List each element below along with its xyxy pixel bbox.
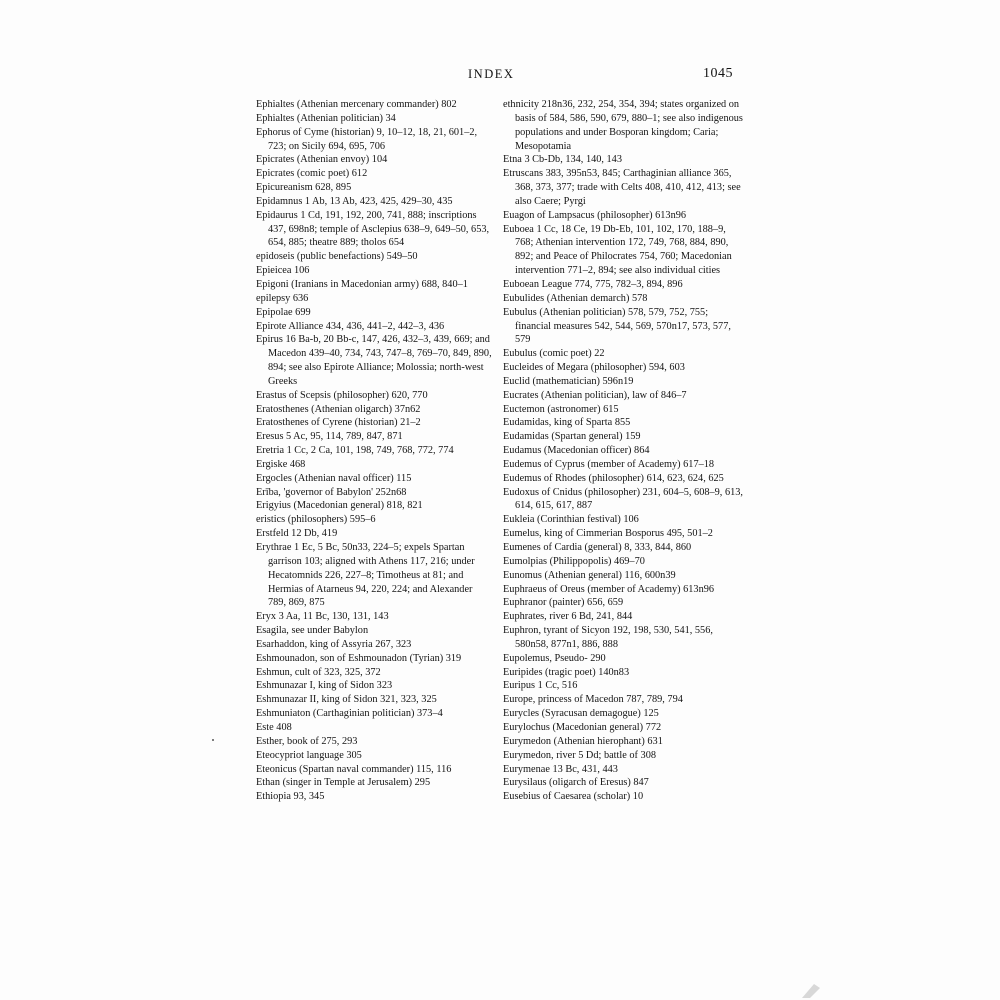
index-entry: Eshmunazar I, king of Sidon 323 (256, 680, 393, 692)
index-entry: Ephialtes (Athenian politician) 34 (256, 112, 396, 124)
index-column-left (256, 98, 492, 804)
index-entry: Euphrates, river 6 Bd, 241, 844 (503, 611, 633, 623)
index-entry: Eudemus of Rhodes (philosopher) 614, 623, 624, 625 (503, 472, 724, 484)
index-entry: Eucrates (Athenian politician), law of 846–7 (503, 389, 687, 401)
index-column-right (503, 98, 743, 804)
index-entry: epilepsy 636 (256, 292, 309, 304)
index-entry: Ephialtes (Athenian mercenary commander) 802 (256, 99, 457, 110)
index-entry: Eudamidas, king of Sparta 855 (503, 417, 631, 429)
index-entry: Eudemus of Cyprus (member of Academy) 617–18 (503, 458, 715, 470)
index-entry: Eusebius of Caesarea (scholar) 10 (503, 791, 644, 803)
index-entry: Eshmun, cult of 323, 325, 372 (256, 666, 381, 678)
index-entry: Ergiske 468 (256, 458, 306, 470)
index-entry: Euripus 1 Cc, 516 (503, 680, 578, 692)
index-entry: Euboean League 774, 775, 782–3, 894, 896 (503, 278, 683, 290)
index-entry: Eukleia (Corinthian festival) 106 (503, 514, 639, 526)
margin-dot (212, 739, 214, 741)
index-entry: Eunomus (Athenian general) 116, 600n39 (503, 569, 676, 581)
running-header: INDEX (468, 67, 515, 81)
index-entry: Epipolae 699 (256, 306, 311, 318)
index-entry: Euripides (tragic poet) 140n83 (503, 666, 630, 678)
index-entry: Epirote Alliance 434, 436, 441–2, 442–3, 436 (256, 320, 445, 332)
page-curl-mark (800, 978, 830, 998)
index-entry: Epieicea 106 (256, 265, 310, 277)
index-entry: Erythrae 1 Ec, 5 Bc, 50n33, 224–5; expels Spartan garrison 103; aligned with Athens 117, 216; under Hecatomnids 226, 227–8; Timotheus at 81; and Hermias of Atarneus 94, 220, 224; and Alexander 789, 869, 875 (256, 542, 475, 609)
index-entry: Epicrates (comic poet) 612 (256, 168, 368, 180)
index-entry: Erastus of Scepsis (philosopher) 620, 770 (256, 389, 428, 401)
index-entry: Europe, princess of Macedon 787, 789, 794 (503, 694, 683, 706)
index-entry: Eubulus (comic poet) 22 (503, 348, 605, 360)
index-entry: Eratosthenes of Cyrene (historian) 21–2 (256, 417, 421, 429)
index-entry: Eresus 5 Ac, 95, 114, 789, 847, 871 (256, 431, 403, 443)
index-entry: Eumelus, king of Cimmerian Bosporus 495, 501–2 (503, 528, 713, 540)
index-entry: Ergocles (Athenian naval officer) 115 (256, 472, 412, 484)
index-entry: Eretria 1 Cc, 2 Ca, 101, 198, 749, 768, 772, 774 (256, 445, 454, 457)
index-entry: Eurycles (Syracusan demagogue) 125 (503, 708, 659, 720)
index-entry: Eteocypriot language 305 (256, 749, 362, 761)
index-entry: Euctemon (astronomer) 615 (503, 403, 619, 415)
index-entry: Esther, book of 275, 293 (256, 735, 358, 747)
index-entry: Euboea 1 Cc, 18 Ce, 19 Db-Eb, 101, 102, 170, 188–9, 768; Athenian intervention 172, 749, 768, 884, 890, 892; and Peace of Philocrates 754, 760; Macedonian intervention 771–2, 894; see also individual cities (503, 223, 732, 277)
page-number: 1045 (703, 66, 733, 81)
index-entry: Erigyius (Macedonian general) 818, 821 (256, 500, 423, 512)
index-entry: Erstfeld 12 Db, 419 (256, 528, 338, 540)
index-entry: Ethiopia 93, 345 (256, 791, 325, 803)
index-entry: Epicureanism 628, 895 (256, 182, 352, 194)
index-entry: epidoseis (public benefactions) 549–50 (256, 251, 418, 263)
index-entry: Eucleides of Megara (philosopher) 594, 603 (503, 362, 685, 374)
index-entry: Eurymedon (Athenian hierophant) 631 (503, 735, 663, 747)
index-entry: ethnicity 218n36, 232, 254, 354, 394; states organized on basis of 584, 586, 590, 679, 880–1; see also indigenous populations and under Bosporan kingdom; Caria; Mesopotamia (503, 99, 743, 152)
index-entry: Eupolemus, Pseudo- 290 (503, 652, 606, 664)
index-entry: Euagon of Lampsacus (philosopher) 613n96 (503, 209, 687, 221)
index-entry: Eratosthenes (Athenian oligarch) 37n62 (256, 403, 421, 415)
index-entry: eristics (philosophers) 595–6 (256, 514, 376, 526)
index-entry: Euclid (mathematician) 596n19 (503, 375, 634, 387)
index-entry: Eumenes of Cardia (general) 8, 333, 844, 860 (503, 542, 692, 553)
index-entry: Este 408 (256, 721, 292, 733)
index-entry: Epirus 16 Ba-b, 20 Bb-c, 147, 426, 432–3, 439, 669; and Macedon 439–40, 734, 743, 747–8, 769–70, 849, 890, 894; see also Epirote Alliance; Molossia; north-west Greeks (256, 334, 492, 387)
index-entry: Eudoxus of Cnidus (philosopher) 231, 604–5, 608–9, 613, 614, 615, 617, 887 (503, 486, 743, 512)
index-entry: Epicrates (Athenian envoy) 104 (256, 154, 388, 166)
index-entry: Etruscans 383, 395n53, 845; Carthaginian alliance 365, 368, 373, 377; trade with Celts 408, 410, 412, 413; see also Caere; Pyrgi (503, 168, 741, 207)
index-entry: Eubulides (Athenian demarch) 578 (503, 292, 648, 304)
index-entry: Esagila, see under Babylon (256, 625, 369, 637)
index-entry: Eshmunazar II, king of Sidon 321, 323, 325 (256, 694, 437, 706)
index-entry: Epidaurus 1 Cd, 191, 192, 200, 741, 888; inscriptions 437, 698n8; temple of Asclepius 638–9, 649–50, 653, 654, 885; theatre 889; tholos 654 (256, 209, 490, 249)
index-entry: Eshmounadon, son of Eshmounadon (Tyrian) 319 (256, 652, 462, 664)
index-entry: Epidamnus 1 Ab, 13 Ab, 423, 425, 429–30, 435 (256, 195, 453, 207)
index-entry: Ephorus of Cyme (historian) 9, 10–12, 18, 21, 601–2, 723; on Sicily 694, 695, 706 (256, 126, 478, 152)
index-entry: Eurysilaus (oligarch of Eresus) 847 (503, 777, 649, 789)
index-entry: Erība, 'governor of Babylon' 252n68 (256, 486, 407, 498)
index-entry: Epigoni (Iranians in Macedonian army) 688, 840–1 (256, 278, 468, 290)
index-entry: Eryx 3 Aa, 11 Bc, 130, 131, 143 (256, 611, 389, 623)
index-entry: Eteonicus (Spartan naval commander) 115, 116 (256, 763, 452, 775)
index-entry: Euphranor (painter) 656, 659 (503, 597, 624, 609)
index-entry: Eshmuniaton (Carthaginian politician) 373–4 (256, 708, 443, 720)
index-entry: Eudamidas (Spartan general) 159 (503, 431, 641, 443)
index-entry: Esarhaddon, king of Assyria 267, 323 (256, 638, 412, 650)
index-entry: Ethan (singer in Temple at Jerusalem) 295 (256, 777, 431, 789)
index-entry: Etna 3 Cb-Db, 134, 140, 143 (503, 154, 622, 166)
index-entry: Eurylochus (Macedonian general) 772 (503, 721, 662, 733)
index-entry: Eumolpias (Philippopolis) 469–70 (503, 555, 645, 567)
index-entry: Eurymedon, river 5 Dd; battle of 308 (503, 749, 656, 761)
index-entry: Eurymenae 13 Bc, 431, 443 (503, 763, 618, 775)
index-entry: Euphron, tyrant of Sicyon 192, 198, 530, 541, 556, 580n58, 877n1, 886, 888 (503, 625, 713, 650)
index-entry: Euphraeus of Oreus (member of Academy) 613n96 (503, 583, 715, 595)
index-entry: Eudamus (Macedonian officer) 864 (503, 445, 650, 457)
index-entry: Eubulus (Athenian politician) 578, 579, 752, 755; financial measures 542, 544, 569, 570n17, 573, 577, 579 (503, 306, 731, 346)
